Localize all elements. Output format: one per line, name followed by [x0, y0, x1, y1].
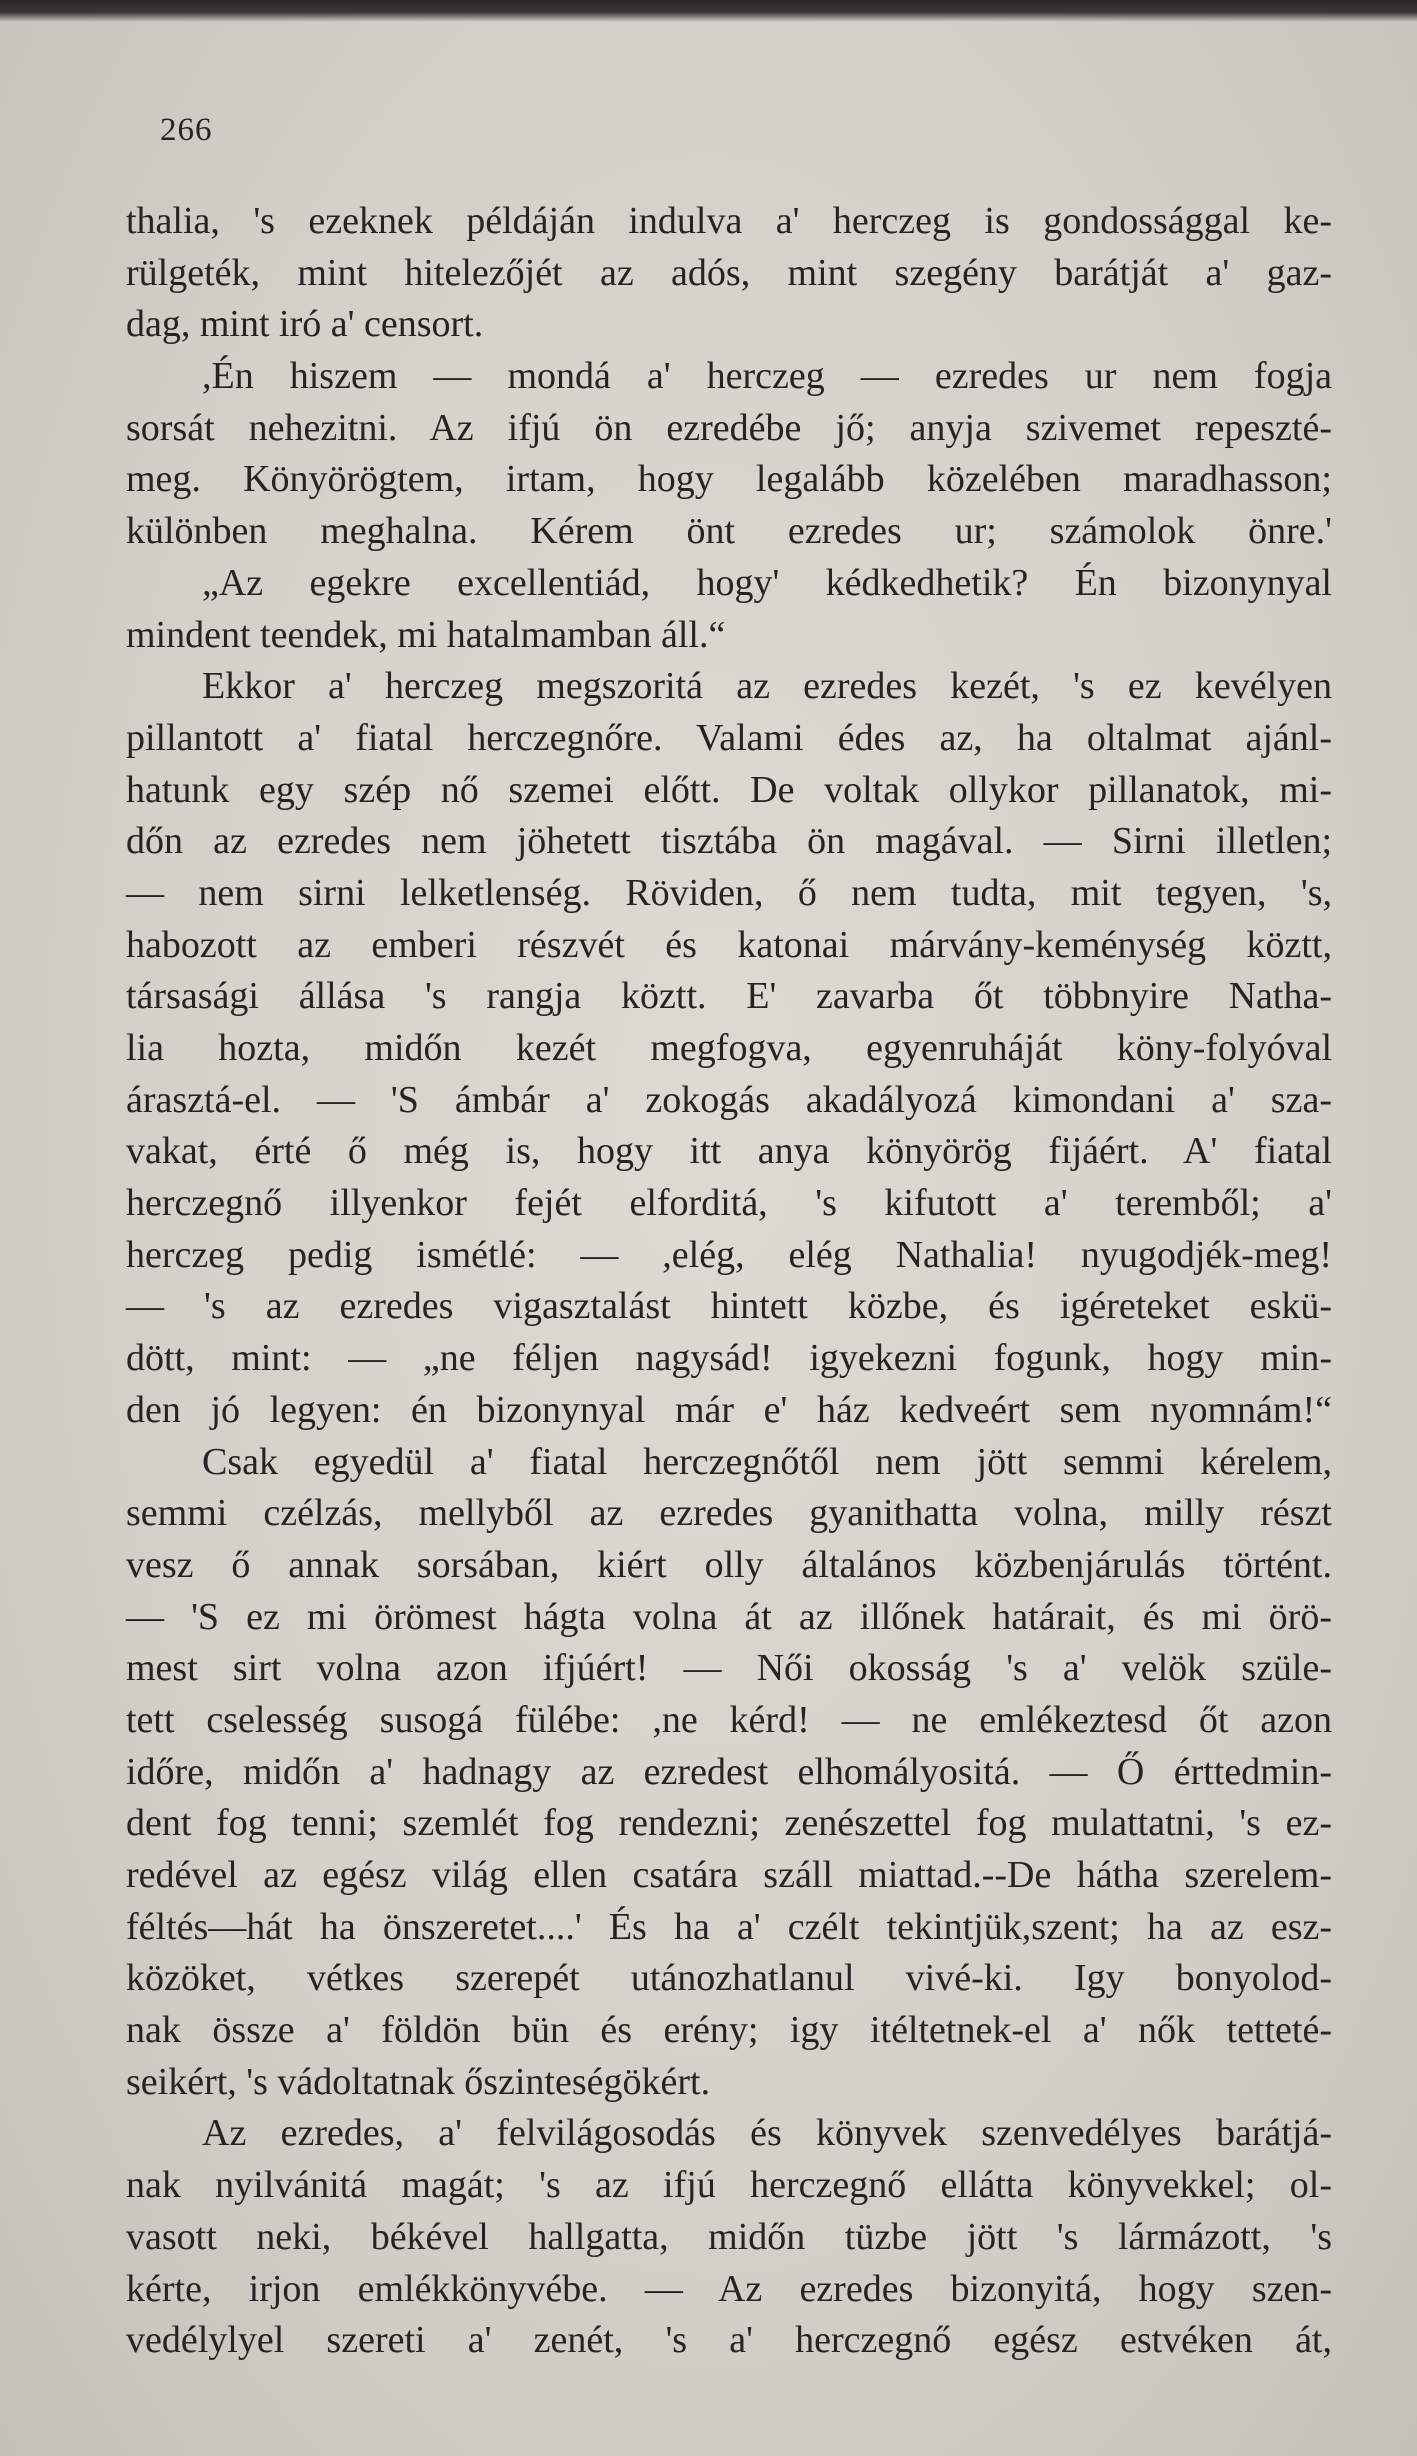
text-line: hatunk egy szép nő szemei előtt. De voltak ollykor pillanatok, mi- — [126, 768, 1332, 811]
text-line: seikért, 's vádoltatnak őszinteségökért. — [126, 2060, 711, 2103]
text-line: vasott neki, békével hallgatta, midőn tüzbe jött 's lármázott, 's — [126, 2215, 1332, 2258]
text-line: tett cselesség susogá fülébe: ,ne kérd! — ne emlékeztesd őt azon — [126, 1698, 1332, 1741]
text-line: dőn az ezredes nem jöhetett tisztába ön magával. — Sirni illetlen; — [126, 820, 1332, 863]
text-line: pillantott a' fiatal herczegnőre. Valami édes az, ha oltalmat ajánl- — [126, 716, 1332, 759]
text-line: herczeg pedig ismétlé: — ,elég, elég Nathalia! nyugodjék-meg! — [126, 1233, 1332, 1276]
text-line: thalia, 's ezeknek példáján indulva a' herczeg is gondossággal ke- — [126, 200, 1332, 242]
page-top-edge — [0, 0, 1417, 22]
text-line: — 'S ez mi örömest hágta volna át az illőnek határait, és mi örö- — [126, 1595, 1332, 1638]
text-line: Csak egyedül a' fiatal herczegnőtől nem jött semmi kérelem, — [202, 1440, 1332, 1483]
text-line: den jó legyen: én bizonynyal már e' ház kedveért sem nyomnám!“ — [126, 1388, 1332, 1431]
text-line: habozott az emberi részvét és katonai márvány-keménység köztt, — [126, 923, 1332, 966]
text-line: nak nyilvánitá magát; 's az ifjú herczegnő ellátta könyvekkel; ol- — [126, 2164, 1332, 2207]
text-line: vedélylyel szereti a' zenét, 's a' herczegnő egész estvéken át, — [126, 2319, 1332, 2362]
text-line: dag, mint iró a' censort. — [126, 303, 484, 346]
text-line: kérte, irjon emlékkönyvébe. — Az ezredes bizonyitá, hogy szen- — [126, 2267, 1332, 2310]
text-line: vakat, érté ő még is, hogy itt anya könyörög fijáért. A' fiatal — [126, 1130, 1332, 1173]
text-line: redével az egész világ ellen csatára száll miattad.--De hátha szerelem- — [126, 1854, 1332, 1896]
text-line: féltés—hát ha önszeretet....' És ha a' czélt tekintjük,szent; ha az esz- — [126, 1905, 1332, 1948]
text-line: ,Én hiszem — mondá a' herczeg — ezredes ur nem fogja — [202, 355, 1332, 398]
text-line: „Az egekre excellentiád, hogy' kédkedhetik? Én bizonynyal — [202, 561, 1332, 604]
text-line: nak össze a' földön bün és erény; igy itéltetnek-el a' nők tetteté- — [126, 2009, 1332, 2052]
text-line: dött, mint: — „ne féljen nagysád! igyekezni fogunk, hogy min- — [126, 1337, 1332, 1380]
text-line: semmi czélzás, mellyből az ezredes gyanithatta volna, milly részt — [126, 1492, 1332, 1535]
text-line: vesz ő annak sorsában, kiért olly általános közbenjárulás történt. — [126, 1543, 1332, 1586]
text-line: időre, midőn a' hadnagy az ezredest elhomályositá. — Ő érttedmin- — [126, 1750, 1332, 1793]
text-line: — nem sirni lelketlenség. Röviden, ő nem tudta, mit tegyen, 's, — [126, 871, 1332, 914]
text-line: Ekkor a' herczeg megszoritá az ezredes kezét, 's ez kevélyen — [202, 665, 1332, 708]
text-line: különben meghalna. Kérem önt ezredes ur; számolok önre.' — [126, 510, 1332, 553]
text-line: — 's az ezredes vigasztalást hintett közbe, és igéreteket eskü- — [126, 1285, 1332, 1328]
text-line: rülgeték, mint hitelezőjét az adós, mint szegény barátját a' gaz- — [126, 251, 1332, 294]
text-line: meg. Könyörögtem, irtam, hogy legalább közelében maradhasson; — [126, 458, 1332, 501]
page-number: 266 — [160, 112, 213, 148]
text-line: mest sirt volna azon ifjúért! — Női okosság 's a' velök szüle- — [126, 1647, 1332, 1690]
text-line: dent fog tenni; szemlét fog rendezni; zenészettel fog mulattatni, 's ez- — [126, 1802, 1332, 1845]
text-line: mindent teendek, mi hatalmamban áll.“ — [126, 613, 726, 656]
text-line: közöket, vétkes szerepét utánozhatlanul vivé-ki. Igy bonyolod- — [126, 1957, 1332, 2000]
text-line: társasági állása 's rangja köztt. E' zavarba őt többnyire Natha- — [126, 975, 1332, 1018]
text-line: lia hozta, midőn kezét megfogva, egyenruháját köny-folyóval — [126, 1027, 1332, 1069]
text-line: herczegnő illyenkor fejét elforditá, 's kifutott a' teremből; a' — [126, 1182, 1332, 1225]
text-line: Az ezredes, a' felvilágosodás és könyvek szenvedélyes barátjá- — [202, 2112, 1332, 2155]
body-text — [126, 196, 1332, 2367]
text-line: sorsát nehezitni. Az ifjú ön ezredébe jő; anyja szivemet repeszté- — [126, 406, 1332, 449]
text-line: árasztá-el. — 'S ámbár a' zokogás akadályozá kimondani a' sza- — [126, 1078, 1332, 1121]
